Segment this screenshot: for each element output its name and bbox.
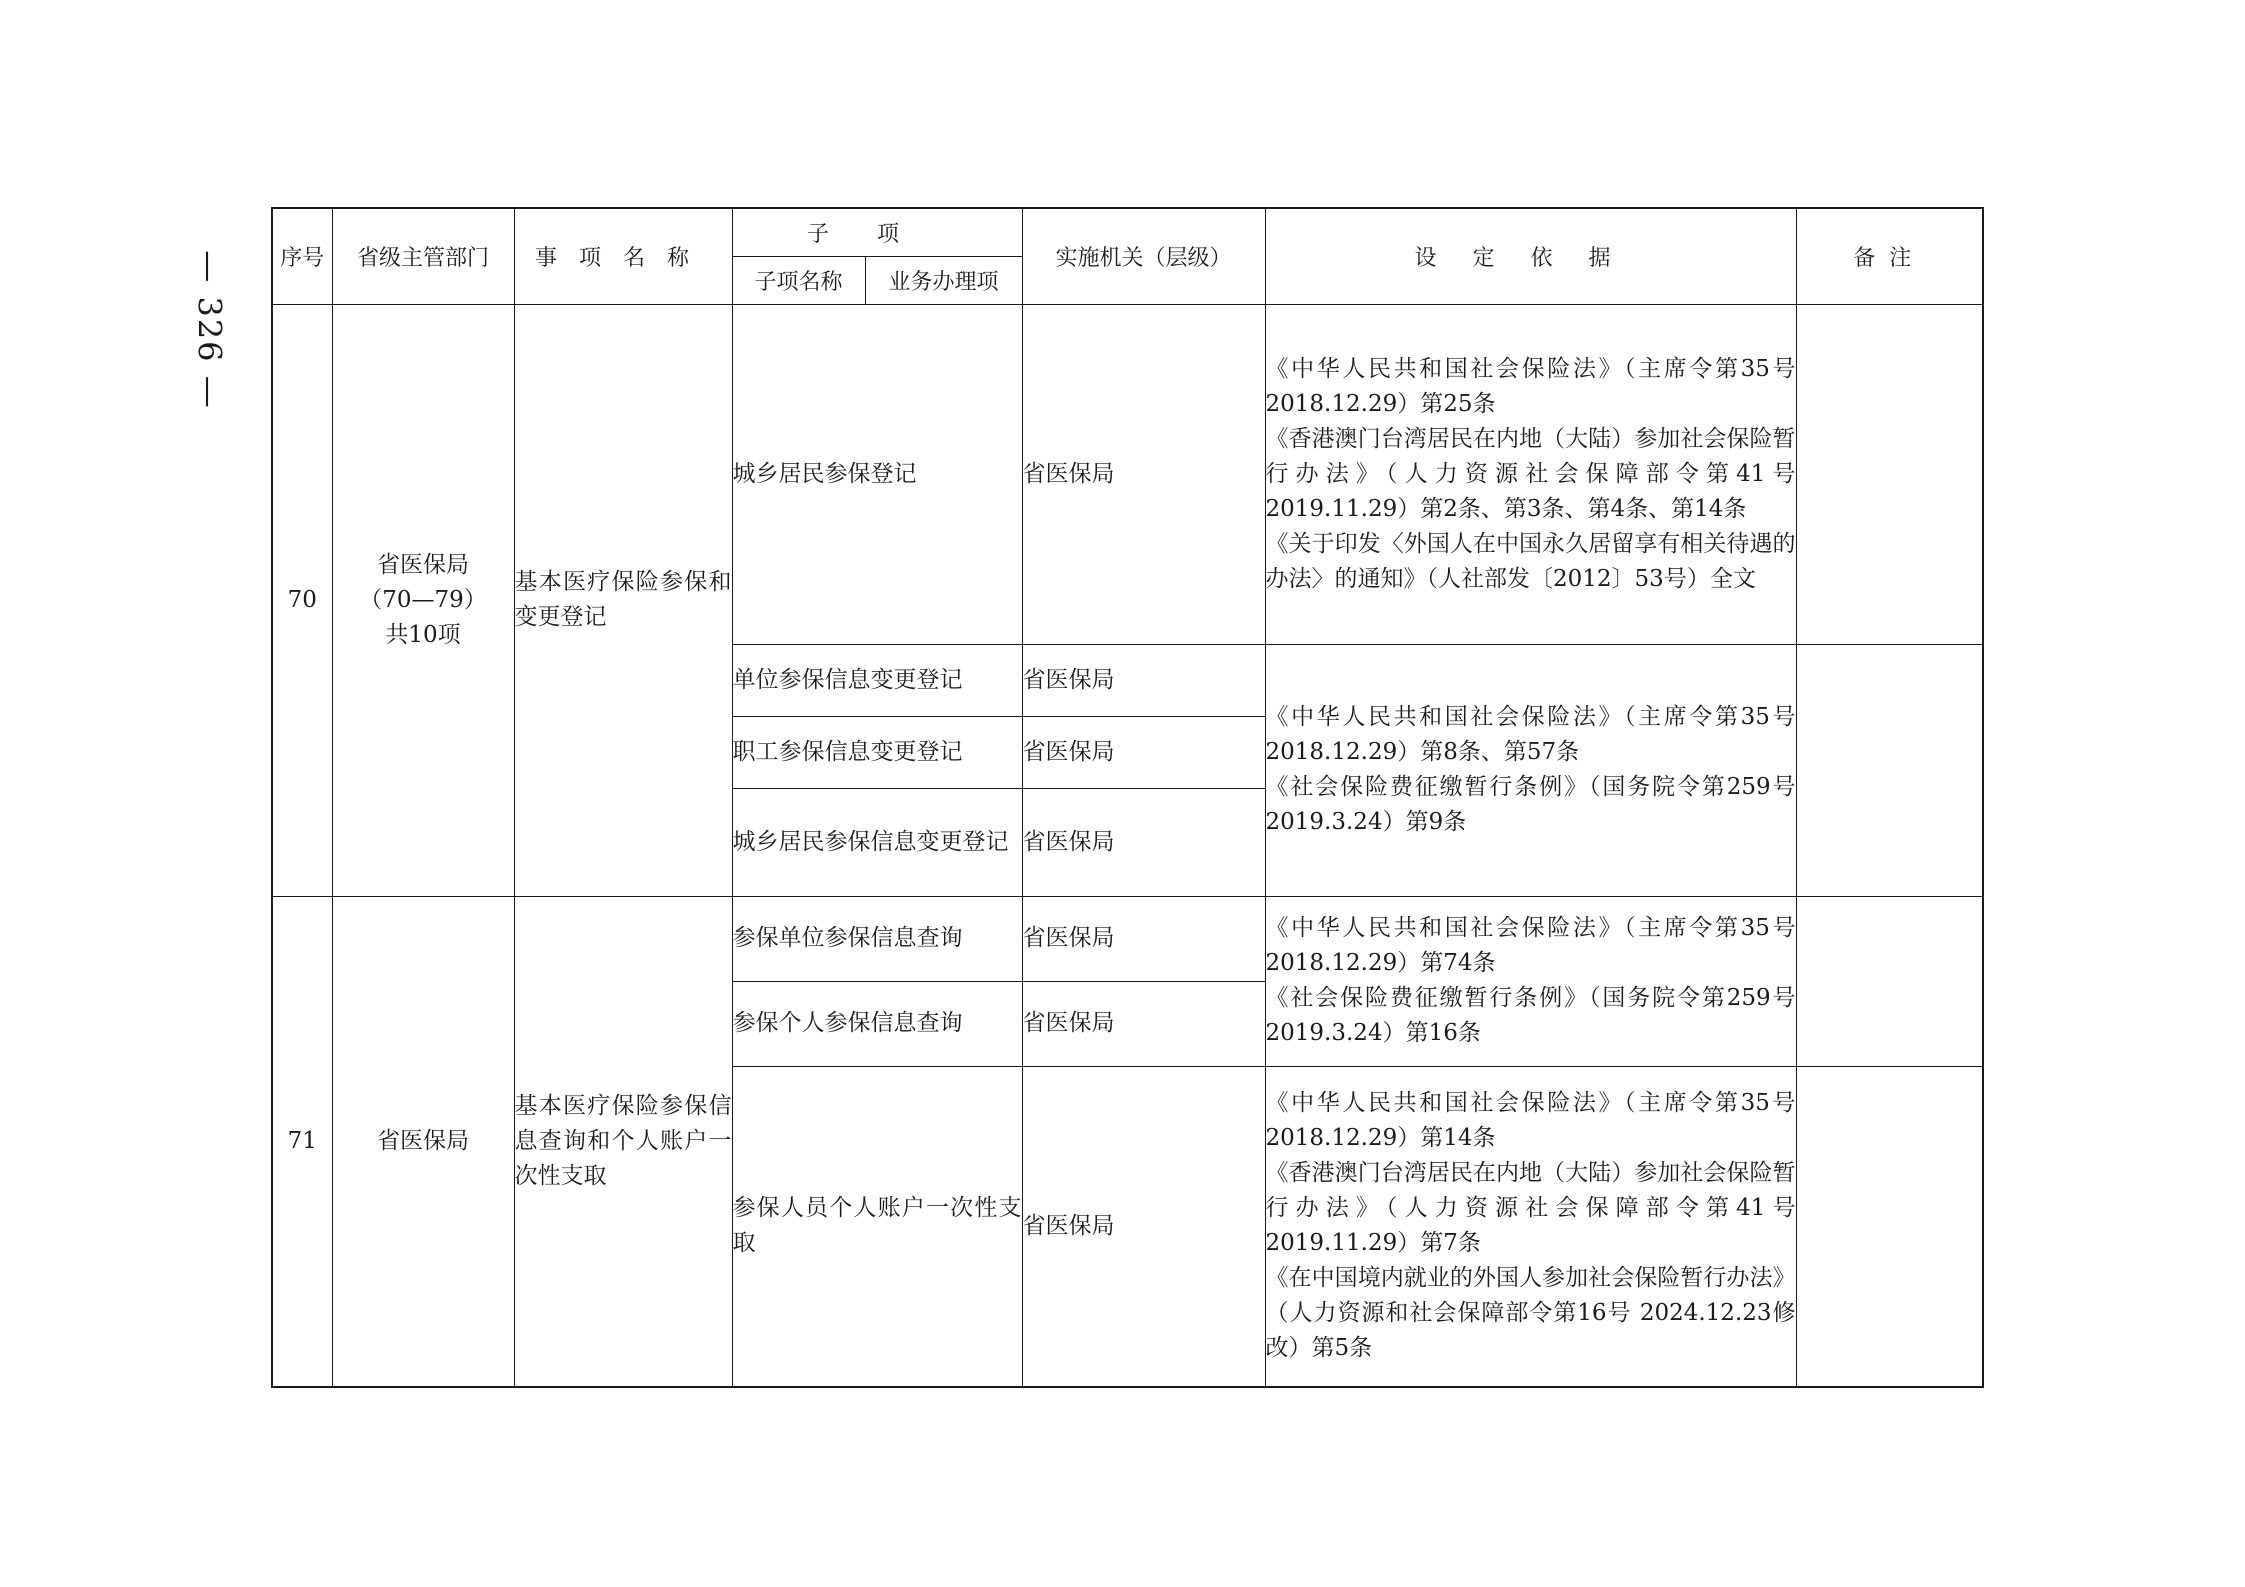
cell-agency: 省医保局 bbox=[1022, 1066, 1265, 1387]
basis-line: 《中华人民共和国社会保险法》（主席令第35号 2018.12.29）第25条 bbox=[1265, 355, 1796, 417]
cell-remark bbox=[1796, 896, 1983, 1066]
cell-sub-name: 参保个人参保信息查询 bbox=[732, 981, 1022, 1066]
header-item-name: 事项名称 bbox=[514, 208, 732, 304]
basis-line: 《中华人民共和国社会保险法》（主席令第35号 2018.12.29）第8条、第57条 bbox=[1265, 704, 1796, 765]
cell-sub-name: 参保人员个人账户一次性支取 bbox=[732, 1066, 1022, 1387]
header-basis: 设定依据 bbox=[1265, 208, 1796, 304]
cell-agency: 省医保局 bbox=[1022, 896, 1265, 981]
cell-agency: 省医保局 bbox=[1022, 981, 1265, 1066]
cell-seq: 70 bbox=[272, 304, 332, 896]
items-table bbox=[271, 207, 1984, 1388]
dept-line: （70—79） bbox=[359, 586, 487, 613]
basis-line: 《社会保险费征缴暂行条例》（国务院令第259号 2019.3.24）第9条 bbox=[1265, 774, 1796, 835]
cell-basis bbox=[1265, 896, 1796, 1066]
cell-seq: 71 bbox=[272, 896, 332, 1387]
basis-line: 《香港澳门台湾居民在内地（大陆）参加社会保险暂行办法》（人力资源社会保障部令第41号 2019.11.29）第7条 bbox=[1265, 1160, 1796, 1257]
cell-basis bbox=[1265, 304, 1796, 644]
cell-sub-name: 单位参保信息变更登记 bbox=[732, 644, 1022, 716]
cell-basis bbox=[1265, 644, 1796, 896]
page-number bbox=[190, 240, 230, 420]
header-sub-name: 子项名称 bbox=[732, 256, 865, 304]
basis-line: 《中华人民共和国社会保险法》（主席令第35号 2018.12.29）第14条 bbox=[1265, 1090, 1796, 1152]
cell-agency: 省医保局 bbox=[1022, 644, 1265, 716]
cell-sub-name: 城乡居民参保信息变更登记 bbox=[732, 788, 1022, 896]
cell-remark bbox=[1796, 1066, 1983, 1387]
cell-basis bbox=[1265, 1066, 1796, 1387]
dept-line: 共10项 bbox=[385, 621, 461, 648]
cell-sub-name: 参保单位参保信息查询 bbox=[732, 896, 1022, 981]
cell-sub-name: 城乡居民参保登记 bbox=[732, 304, 1022, 644]
table-row bbox=[272, 304, 1983, 644]
cell-dept bbox=[332, 304, 514, 896]
header-seq: 序号 bbox=[272, 208, 332, 304]
page-number-text: — 326 — bbox=[191, 250, 230, 410]
cell-dept bbox=[332, 896, 514, 1387]
basis-line: 《社会保险费征缴暂行条例》（国务院令第259号 2019.3.24）第16条 bbox=[1265, 985, 1796, 1046]
header-remark: 备注 bbox=[1796, 208, 1983, 304]
basis-line: 《在中国境内就业的外国人参加社会保险暂行办法》（人力资源和社会保障部令第16号 2024.12.23修改）第5条 bbox=[1265, 1265, 1796, 1362]
cell-agency: 省医保局 bbox=[1022, 788, 1265, 896]
header-dept: 省级主管部门 bbox=[332, 208, 514, 304]
header-row-1 bbox=[272, 208, 1983, 256]
cell-agency: 省医保局 bbox=[1022, 716, 1265, 788]
dept-line: 省医保局 bbox=[377, 551, 469, 578]
basis-line: 《关于印发〈外国人在中国永久居留享有相关待遇的办法〉的通知》（人社部发〔2012〕53号）全文 bbox=[1265, 530, 1796, 592]
cell-remark bbox=[1796, 644, 1983, 896]
header-sub-group: 子项 bbox=[732, 208, 1022, 256]
header-agency: 实施机关（层级） bbox=[1022, 208, 1265, 304]
cell-item-name: 基本医疗保险参保信息查询和个人账户一次性支取 bbox=[514, 896, 732, 1387]
header-biz-item: 业务办理项 bbox=[865, 256, 1022, 304]
dept-line: 省医保局 bbox=[377, 1127, 469, 1154]
cell-agency: 省医保局 bbox=[1022, 304, 1265, 644]
cell-sub-name: 职工参保信息变更登记 bbox=[732, 716, 1022, 788]
basis-line: 《中华人民共和国社会保险法》（主席令第35号 2018.12.29）第74条 bbox=[1265, 915, 1796, 976]
cell-item-name: 基本医疗保险参保和变更登记 bbox=[514, 304, 732, 896]
table-row bbox=[272, 896, 1983, 981]
cell-remark bbox=[1796, 304, 1983, 644]
basis-line: 《香港澳门台湾居民在内地（大陆）参加社会保险暂行办法》（人力资源社会保障部令第41号 2019.11.29）第2条、第3条、第4条、第14条 bbox=[1265, 425, 1796, 522]
